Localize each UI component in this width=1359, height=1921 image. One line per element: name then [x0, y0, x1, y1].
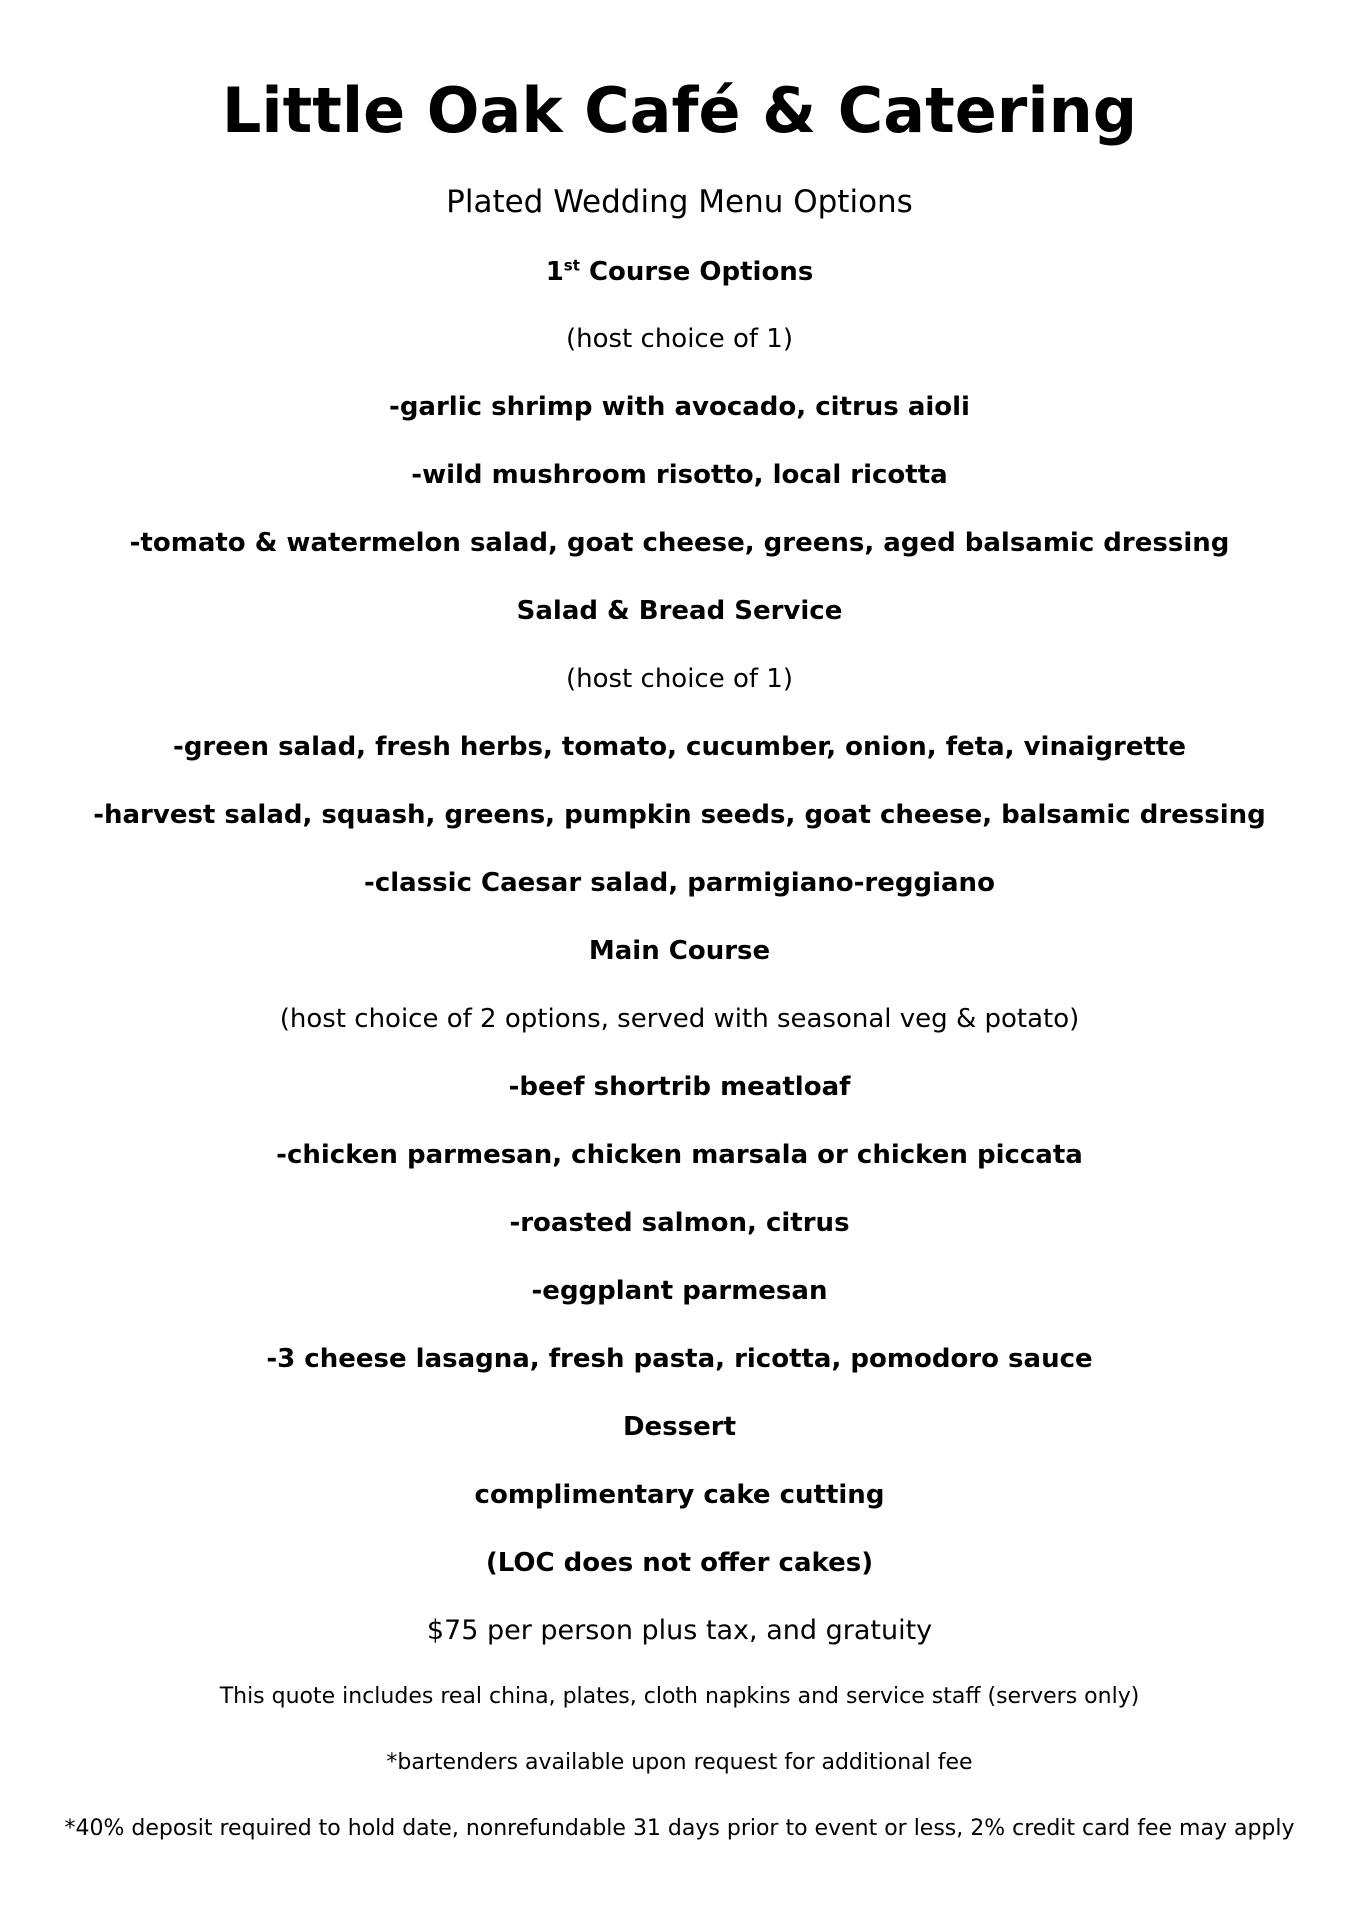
menu-item: -3 cheese lasagna, fresh pasta, ricotta, pomodoro sauce — [266, 1344, 1093, 1374]
includes-note: This quote includes real china, plates, cloth napkins and service staff (servers only) — [219, 1684, 1140, 1709]
first-course-heading — [0, 257, 1359, 288]
page-subtitle: Plated Wedding Menu Options — [446, 184, 913, 220]
menu-item: (LOC does not offer cakes) — [485, 1548, 874, 1578]
main-course-heading: Main Course — [588, 936, 771, 966]
salad-note: (host choice of 1) — [565, 664, 793, 694]
page-title: Little Oak Café & Catering — [221, 74, 1138, 147]
menu-item: -classic Caesar salad, parmigiano-reggiano — [364, 868, 995, 898]
menu-item: -harvest salad, squash, greens, pumpkin seeds, goat cheese, balsamic dressing — [93, 800, 1266, 830]
first-course-heading-number: 1 — [545, 257, 564, 287]
menu-item: -beef shortrib meatloaf — [508, 1072, 851, 1102]
menu-item: -garlic shrimp with avocado, citrus aioli — [389, 392, 970, 422]
menu-item: complimentary cake cutting — [474, 1480, 885, 1510]
menu-item: -green salad, fresh herbs, tomato, cucumber, onion, feta, vinaigrette — [173, 732, 1186, 762]
menu-item: -wild mushroom risotto, local ricotta — [411, 460, 948, 490]
first-course-note: (host choice of 1) — [565, 324, 793, 354]
main-course-note: (host choice of 2 options, served with seasonal veg & potato) — [279, 1004, 1080, 1034]
dessert-heading: Dessert — [622, 1412, 737, 1442]
bartenders-note: *bartenders available upon request for additional fee — [386, 1750, 973, 1775]
price-line: $75 per person plus tax, and gratuity — [426, 1615, 933, 1646]
menu-item: -roasted salmon, citrus — [509, 1208, 850, 1238]
menu-item: -chicken parmesan, chicken marsala or chicken piccata — [276, 1140, 1083, 1170]
menu-item: -eggplant parmesan — [531, 1276, 828, 1306]
deposit-note: *40% deposit required to hold date, nonrefundable 31 days prior to event or less, 2% credit card fee may apply — [64, 1816, 1295, 1841]
salad-heading: Salad & Bread Service — [516, 596, 843, 626]
first-course-heading-ordinal: st — [563, 256, 580, 275]
menu-item: -tomato & watermelon salad, goat cheese, greens, aged balsamic dressing — [129, 528, 1230, 558]
first-course-heading-text: Course Options — [579, 257, 814, 287]
